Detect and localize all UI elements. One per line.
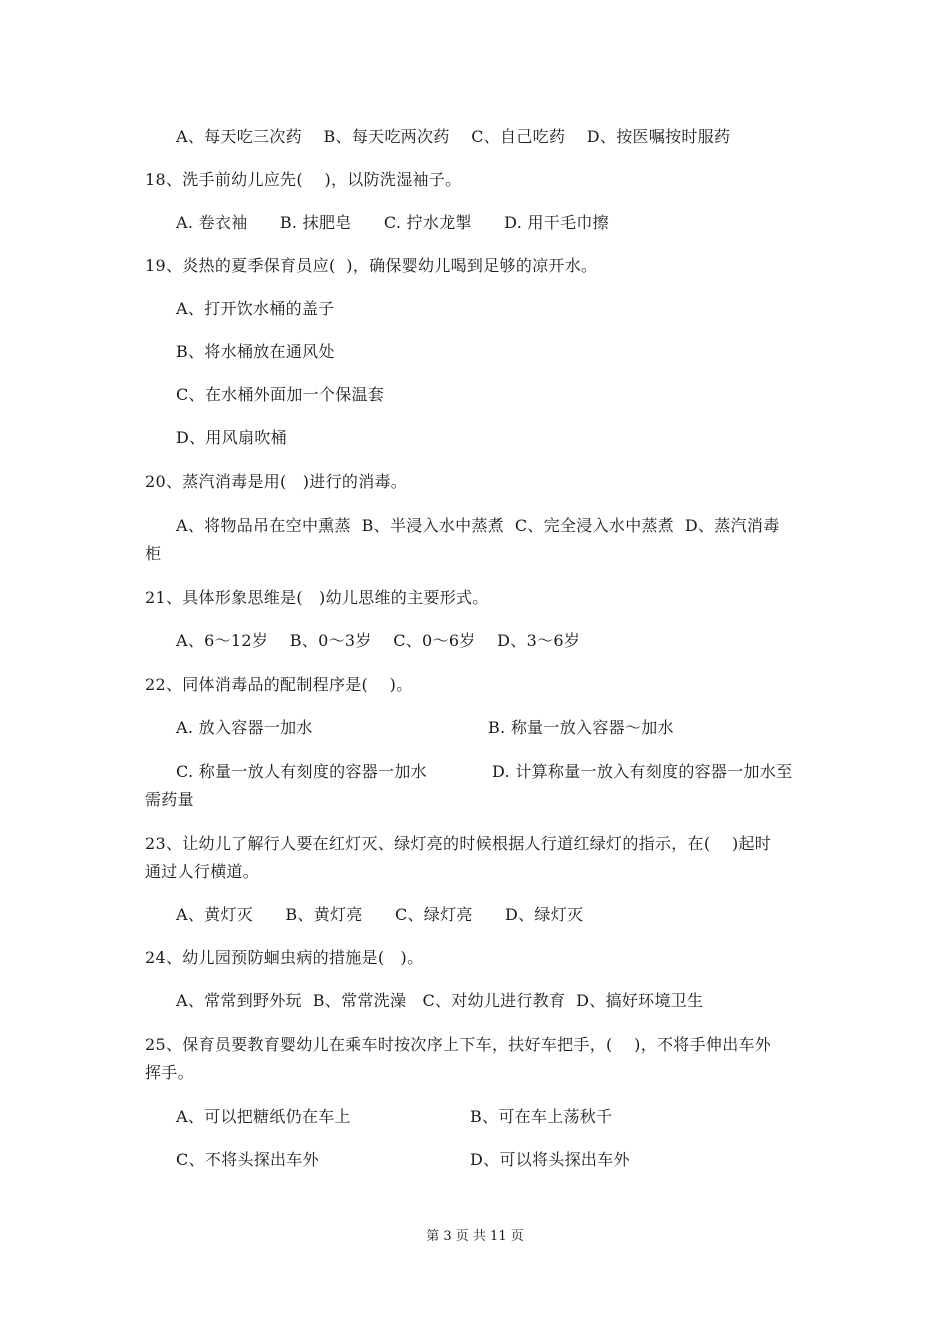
q19-stem: 19、炎热的夏季保育员应( )，确保婴幼儿喝到足够的凉开水。	[145, 256, 598, 275]
q22-option-d-line2: 需药量	[145, 790, 194, 809]
q25-stem-line2: 挥手。	[145, 1063, 194, 1082]
q18-options: A. 卷衣袖 B. 抹肥皂 C. 拧水龙掣 D. 用干毛巾擦	[176, 213, 609, 232]
q22-option-c: C. 称量一放人有刻度的容器一加水	[176, 762, 427, 781]
page-number: 第 3 页 共 11 页	[426, 1229, 524, 1244]
q20-options-line1: A、将物品吊在空中熏蒸 B、半浸入水中蒸煮 C、完全浸入水中蒸煮 D、蒸汽消毒	[176, 516, 780, 535]
q25-option-d: D、可以将头探出车外	[470, 1150, 630, 1169]
q17-options: A、每天吃三次药 B、每天吃两次药 C、自己吃药 D、按医嘱按时服药	[176, 127, 731, 146]
q25-option-c: C、不将头探出车外	[176, 1150, 319, 1169]
q23-stem-line2: 通过人行横道。	[145, 862, 260, 881]
q23-options: A、黄灯灭 B、黄灯亮 C、绿灯亮 D、绿灯灭	[176, 905, 584, 924]
q19-option-c: C、在水桶外面加一个保温套	[176, 385, 385, 404]
q18-stem: 18、洗手前幼儿应先( )，以防洗湿袖子。	[145, 170, 462, 189]
q25-option-a: A、可以把糖纸仍在车上	[176, 1107, 351, 1126]
q22-option-a: A. 放入容器一加水	[176, 718, 313, 737]
q19-option-b: B、将水桶放在通风处	[176, 342, 335, 361]
q22-stem: 22、同体消毒品的配制程序是( )。	[145, 675, 413, 694]
q22-option-b: B. 称量一放入容器～加水	[488, 718, 674, 737]
q24-options: A、常常到野外玩 B、常常洗澡 C、对幼儿进行教育 D、搞好环境卫生	[176, 991, 704, 1010]
q25-option-b: B、可在车上荡秋千	[470, 1107, 613, 1126]
q23-stem-line1: 23、让幼儿了解行人要在红灯灭、绿灯亮的时候根据人行道红绿灯的指示，在( )起时	[145, 834, 772, 853]
q25-stem-line1: 25、保育员要教育婴幼儿在乘车时按次序上下车，扶好车把手，( )，不将手伸出车外	[145, 1035, 772, 1054]
q19-option-a: A、打开饮水桶的盖子	[176, 299, 335, 318]
q21-options: A、6～12岁 B、0～3岁 C、0～6岁 D、3～6岁	[176, 631, 581, 650]
q22-option-d-line1: D. 计算称量一放入有刻度的容器一加水至	[492, 762, 793, 781]
q24-stem: 24、幼儿园预防蛔虫病的措施是( )。	[145, 948, 424, 967]
q21-stem: 21、具体形象思维是( )幼儿思维的主要形式。	[145, 588, 489, 607]
q20-options-line2: 柜	[145, 544, 162, 563]
q19-option-d: D、用风扇吹桶	[176, 428, 287, 447]
q20-stem: 20、蒸汽消毒是用( )进行的消毒。	[145, 472, 408, 491]
